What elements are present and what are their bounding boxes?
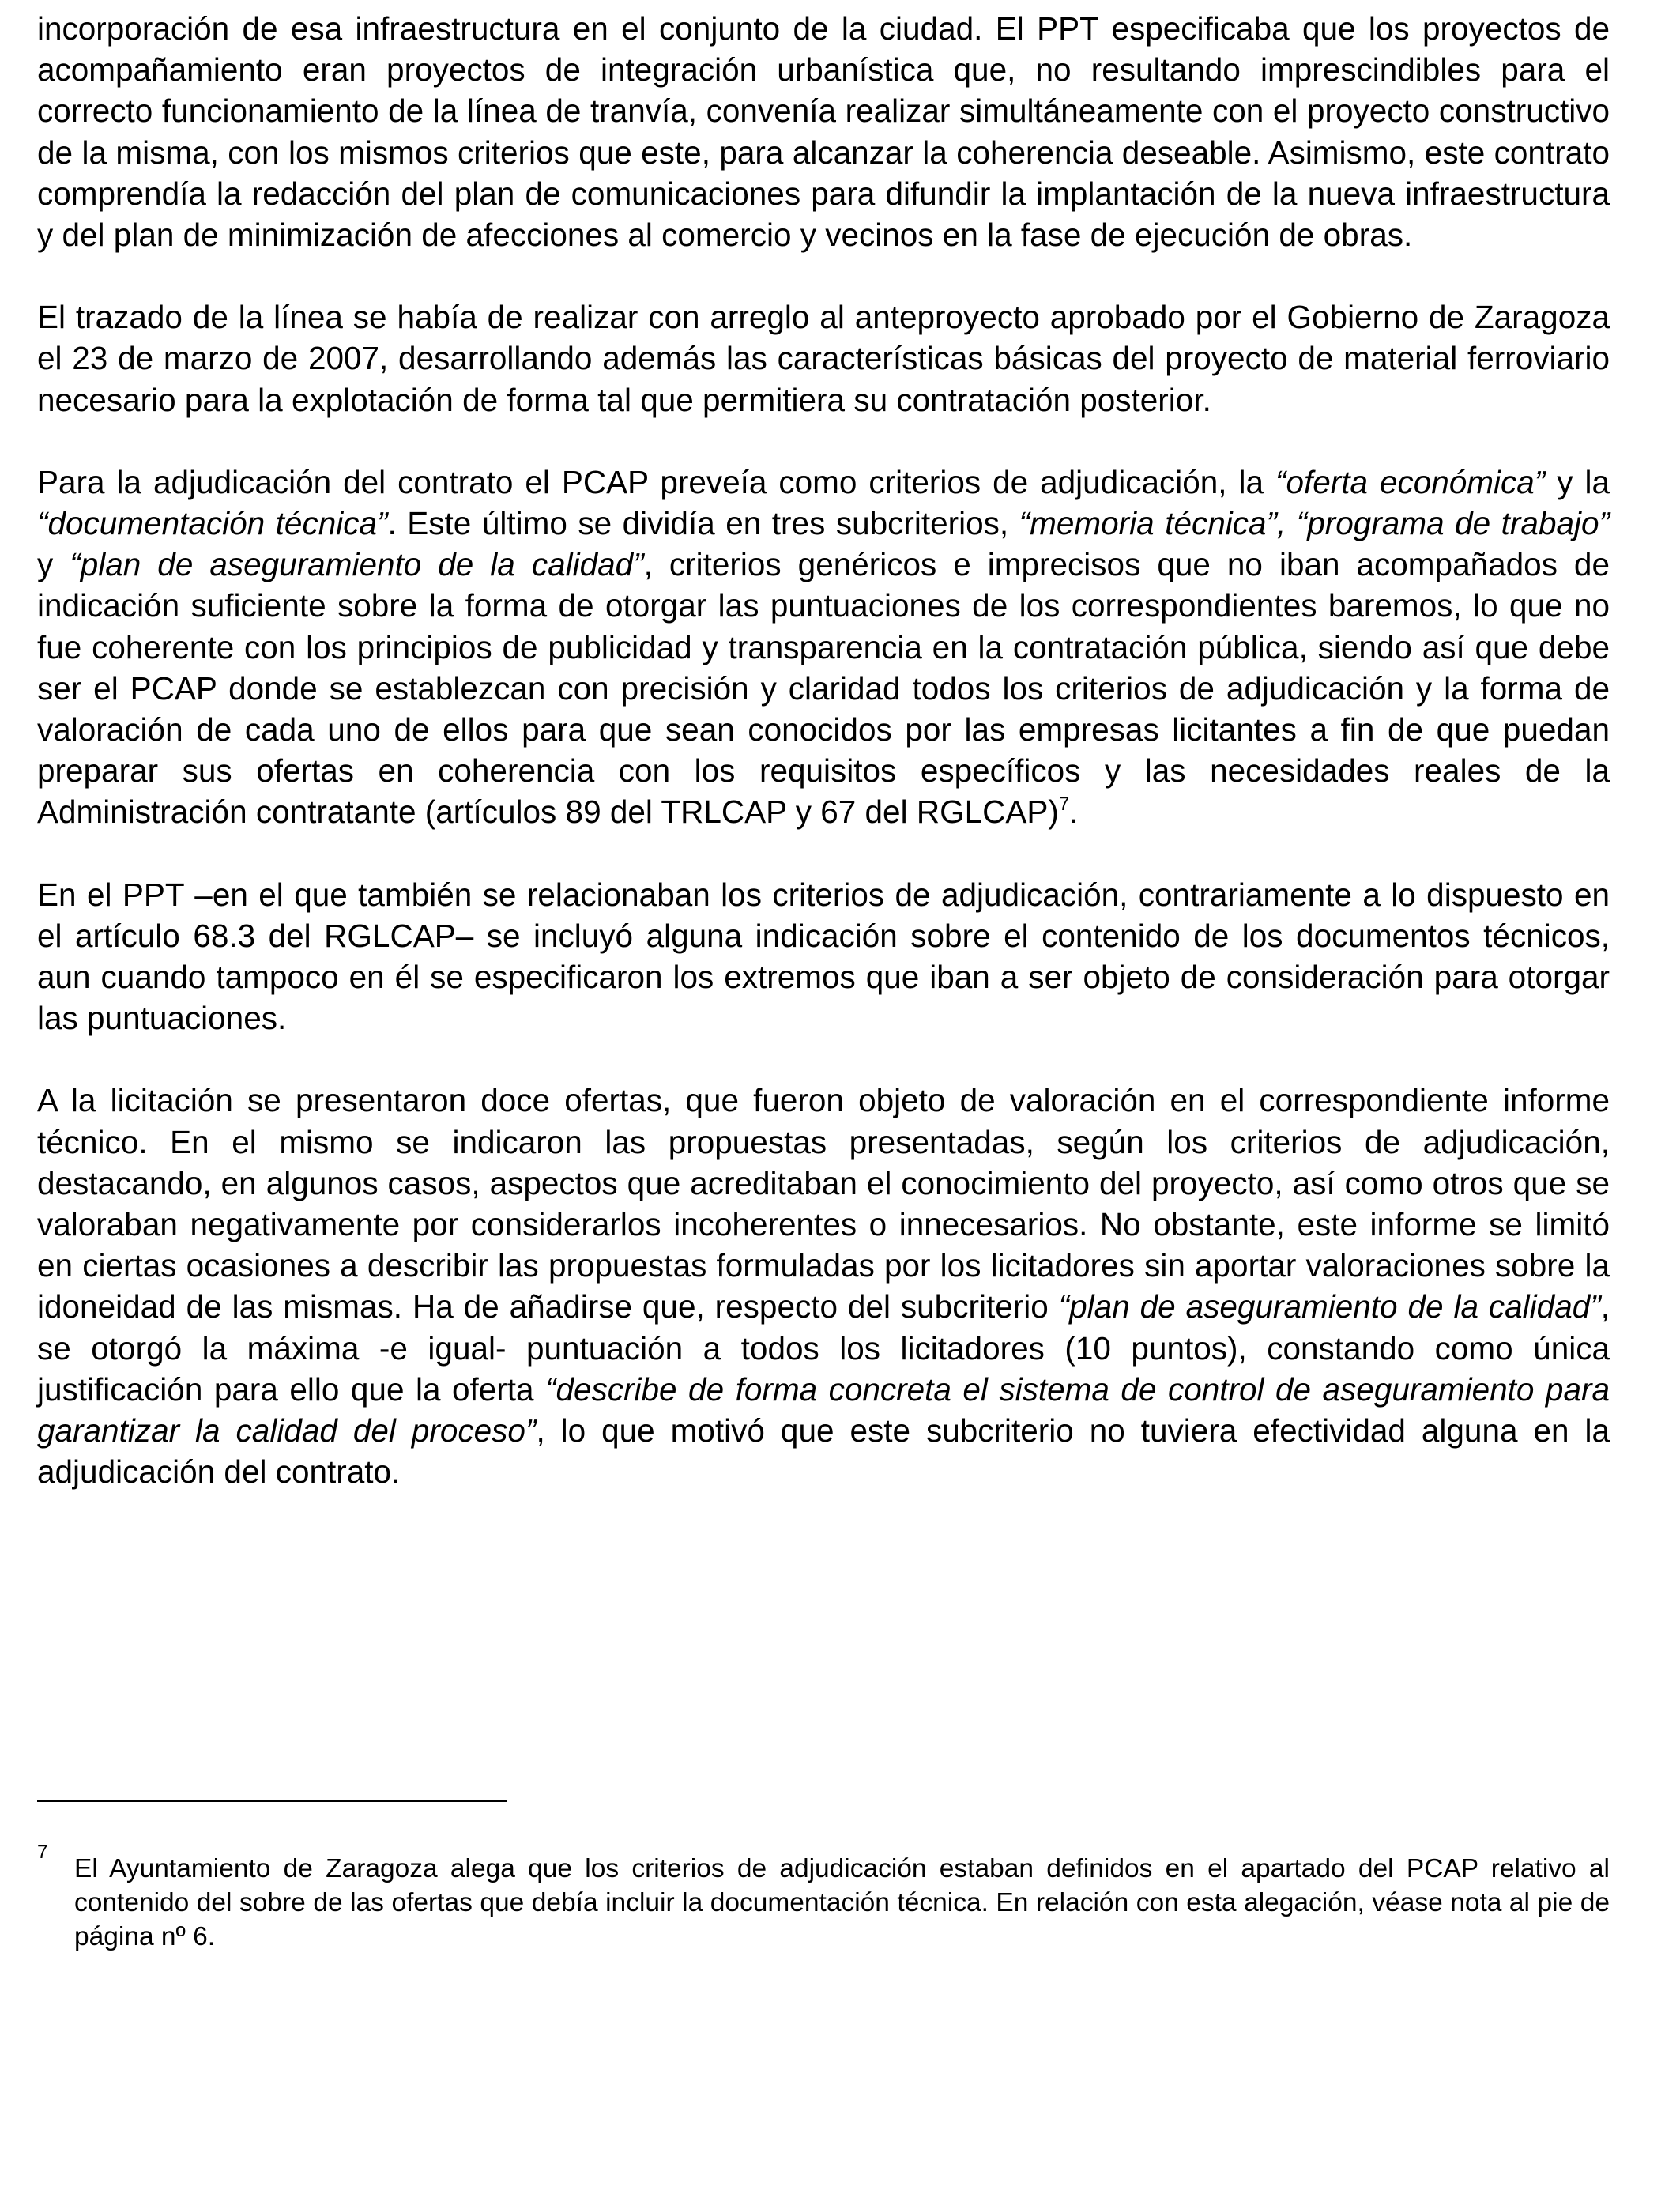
paragraph-3-text-f: . <box>1069 794 1079 831</box>
paragraph-1 <box>37 8 1610 255</box>
paragraph-4 <box>37 874 1610 1039</box>
paragraph-3-text-c: . Este último se dividía en tres subcriterios, <box>387 505 1019 542</box>
footnote-reference[interactable]: 7 <box>1058 794 1070 816</box>
footnote-separator <box>37 1800 507 1802</box>
paragraph-5-italic-2: “describe de forma concreta el sistema de control de aseguramiento para garantizar la calidad del proceso” <box>37 1370 1610 1449</box>
paragraph-2-text: El trazado de la línea se había de realizar con arreglo al anteproyecto aprobado por el Gobierno de Zaragoza el 23 de marzo de 2007, desarrollando además las características básicas del proyecto de material ferroviario necesario para la explotación de forma tal que permitiera su contratación posterior. <box>37 299 1610 418</box>
paragraph-3-text-a: Para la adjudicación del contrato el PCAP preveía como criterios de adjudicación, la <box>37 463 1275 500</box>
body-text <box>37 8 1610 1534</box>
paragraph-1-text: incorporación de esa infraestructura en el conjunto de la ciudad. El PPT especificaba que los proyectos de acompañamiento eran proyectos de integración urbanística que, no resultando imprescindibles para el correcto funcionamiento de la línea de tranvía, convenía realizar simultáneamente con el proyecto constructivo de la misma, con los mismos criterios que este, para alcanzar la coherencia deseable. Asimismo, este contrato comprendía la redacción del plan de comunicaciones para difundir la implantación de la nueva infraestructura y del plan de minimización de afecciones al comercio y vecinos en la fase de ejecución de obras. <box>37 10 1610 254</box>
paragraph-3-italic-2: “documentación técnica” <box>37 505 388 542</box>
paragraph-3-text-e: , criterios genéricos e imprecisos que no iban acompañados de indicación suficiente sobre la forma de otorgar las puntuaciones de los correspondientes baremos, lo que no fue coherente con los principios de publicidad y transparencia en la contratación pública, siendo así que debe ser el PCAP donde se establezcan con precisión y claridad todos los criterios de adjudicación y la forma de valoración de cada uno de ellos para que sean conocidos por las empresas licitantes a fin de que puedan preparar sus ofertas en coherencia con los requisitos específicos y las necesidades reales de la Administración contratante (artículos 89 del TRLCAP y 67 del RGLCAP) <box>37 546 1610 831</box>
paragraph-4-text: En el PPT –en el que también se relacionaban los criterios de adjudicación, contrariamente a lo dispuesto en el artículo 68.3 del RGLCAP– se incluyó alguna indicación sobre el contenido de los documentos técnicos, aun cuando tampoco en él se especificaron los extremos que iban a ser objeto de consideración para otorgar las puntuaciones. <box>37 876 1610 1037</box>
footnote-text: El Ayuntamiento de Zaragoza alega que los criterios de adjudicación estaban definidos en el apartado del PCAP relativo al contenido del sobre de las ofertas que debía incluir la documentación técnica. En relación con esta alegación, véase nota al pie de página nº 6. <box>74 1854 1610 1952</box>
paragraph-2 <box>37 296 1610 420</box>
paragraph-3-italic-4: “plan de aseguramiento de la calidad” <box>70 546 644 583</box>
footnote-number: 7 <box>37 1842 48 1863</box>
paragraph-3 <box>37 462 1610 833</box>
paragraph-3-italic-1: “oferta económica” <box>1275 463 1546 500</box>
footnote <box>37 1842 1610 1955</box>
paragraph-5-text-b: , se otorgó la máxima -e igual- puntuación a todos los licitadores (10 puntos), constando como única justificación para ello que la oferta <box>37 1288 1610 1408</box>
paragraph-3-italic-3: “memoria técnica”, “programa de trabajo” <box>1019 505 1610 542</box>
paragraph-5-italic-1: “plan de aseguramiento de la calidad” <box>1058 1288 1601 1325</box>
paragraph-3-text-d: y <box>37 546 70 583</box>
paragraph-5-text-c: , lo que motivó que este subcriterio no tuviera efectividad alguna en la adjudicación del contrato. <box>37 1412 1610 1491</box>
paragraph-5-text-a: A la licitación se presentaron doce ofertas, que fueron objeto de valoración en el correspondiente informe técnico. En el mismo se indicaron las propuestas presentadas, según los criterios de adjudicación, destacando, en algunos casos, aspectos que acreditaban el conocimiento del proyecto, así como otros que se valoraban negativamente por considerarlos incoherentes o innecesarios. No obstante, este informe se limitó en ciertas ocasiones a describir las propuestas formuladas por los licitadores sin aportar valoraciones sobre la idoneidad de las mismas. Ha de añadirse que, respecto del subcriterio <box>37 1082 1610 1325</box>
paragraph-5 <box>37 1080 1610 1492</box>
paragraph-3-text-b: y la <box>1545 463 1610 500</box>
